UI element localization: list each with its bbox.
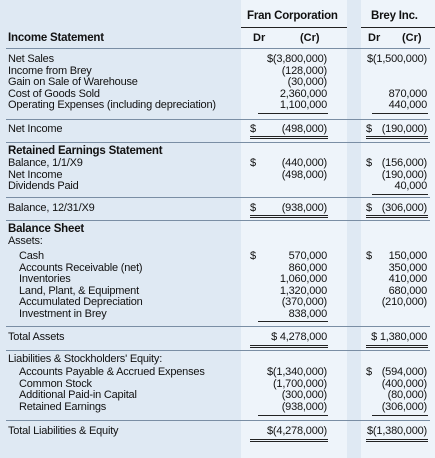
underline <box>372 113 428 114</box>
income-statement-title: Income Statement <box>8 32 104 44</box>
separator <box>6 142 430 143</box>
brey-inc-header: Brey Inc. <box>371 10 418 22</box>
fran-value: (498,000) <box>281 168 327 181</box>
brey-net-income: (190,000) <box>381 123 427 135</box>
fran-dr-label: Dr <box>253 32 266 44</box>
fran-value: (370,000) <box>281 296 327 308</box>
assets-label: Assets: <box>8 235 43 247</box>
dollar-sign: $ <box>250 157 257 169</box>
fran-net-income: (498,000) <box>281 123 327 135</box>
row-label: Cost of Goods Sold <box>8 87 100 100</box>
dollar-sign: $ <box>366 202 373 214</box>
brey-total-assets: $ 1,380,000 <box>371 331 427 343</box>
row-label: Additional Paid-in Capital <box>19 389 137 401</box>
fran-value: 1,320,000 <box>279 284 327 297</box>
fran-corporation-header: Fran Corporation <box>247 10 338 22</box>
row-label: Accumulated Depreciation <box>19 296 143 308</box>
brey-value: (210,000) <box>381 296 427 308</box>
brey-value: $(1,500,000) <box>367 53 427 65</box>
double-underline <box>366 345 428 348</box>
fran-value: 2,360,000 <box>279 87 327 100</box>
fran-value: (128,000) <box>281 64 327 77</box>
brey-value: (306,000) <box>381 400 427 413</box>
separator <box>6 350 430 351</box>
separator <box>6 48 430 49</box>
dollar-sign: $ <box>250 202 257 214</box>
underline <box>372 194 428 195</box>
fran-value: 838,000 <box>288 307 327 320</box>
double-underline <box>250 215 328 218</box>
row-label: Dividends Paid <box>8 180 79 192</box>
fran-value: $(1,340,000) <box>267 366 327 378</box>
row-label: Accounts Payable & Accrued Expenses <box>19 366 205 378</box>
brey-balance-1231: (306,000) <box>381 202 427 214</box>
brey-value: 40,000 <box>394 180 427 192</box>
balance-1231-label: Balance, 12/31/X9 <box>8 202 95 214</box>
dollar-sign: $ <box>250 123 257 135</box>
row-label: Common Stock <box>19 377 92 390</box>
row-label: Investment in Brey <box>19 307 107 320</box>
separator <box>6 420 430 421</box>
dollar-sign: $ <box>366 123 373 135</box>
separator <box>6 220 430 221</box>
dollar-sign: $ <box>366 250 373 262</box>
dollar-sign: $ <box>366 366 373 378</box>
row-label: Accounts Receivable (net) <box>19 261 143 274</box>
double-underline <box>250 345 328 348</box>
row-label: Income from Brey <box>8 64 92 77</box>
separator <box>6 326 430 327</box>
double-underline <box>366 215 428 218</box>
fran-total-liabilities-equity: $(4,278,000) <box>267 425 327 437</box>
fran-value: 1,100,000 <box>279 99 327 111</box>
dollar-sign: $ <box>366 157 373 169</box>
row-label: Gain on Sale of Warehouse <box>8 76 138 88</box>
row-label: Net Sales <box>8 53 54 65</box>
retained-earnings-title: Retained Earnings Statement <box>8 145 163 157</box>
fran-total-assets: $ 4,278,000 <box>271 331 327 343</box>
row-label: Operating Expenses (including depreciation) <box>8 99 216 111</box>
fran-value: 570,000 <box>288 250 327 262</box>
row-label: Land, Plant, & Equipment <box>19 284 139 297</box>
underline <box>258 415 328 416</box>
underline <box>258 113 328 114</box>
underline <box>372 415 428 416</box>
brey-cr-label: (Cr) <box>402 32 422 44</box>
total-liabilities-equity-label: Total Liabilities & Equity <box>8 425 119 437</box>
double-underline <box>366 136 428 139</box>
fran-value: 860,000 <box>288 261 327 274</box>
fran-value: (1,700,000) <box>272 377 327 390</box>
brey-total-liabilities-equity: $(1,380,000) <box>367 425 427 437</box>
fran-value: 1,060,000 <box>279 273 327 285</box>
total-assets-label: Total Assets <box>8 331 65 343</box>
liabilities-equity-label: Liabilities & Stockholders' Equity: <box>8 353 163 365</box>
brey-value: 350,000 <box>388 261 427 274</box>
header-rule-brey <box>361 27 435 28</box>
fran-value: $(3,800,000) <box>267 53 327 65</box>
separator <box>6 119 430 120</box>
fran-value: (300,000) <box>281 389 327 401</box>
brey-value: 870,000 <box>388 87 427 100</box>
row-label: Cash <box>19 250 44 262</box>
dollar-sign: $ <box>250 250 257 262</box>
row-label: Inventories <box>19 273 71 285</box>
brey-value: (80,000) <box>387 389 427 401</box>
brey-value: (594,000) <box>381 366 427 378</box>
fran-balance-1231: (938,000) <box>281 202 327 214</box>
double-underline <box>250 136 328 139</box>
underline <box>258 321 328 322</box>
separator <box>6 197 430 198</box>
brey-value: 440,000 <box>388 99 427 111</box>
fran-cr-label: (Cr) <box>300 32 320 44</box>
brey-dr-label: Dr <box>368 32 381 44</box>
brey-value: 410,000 <box>388 273 427 285</box>
fran-value: (30,000) <box>287 76 327 88</box>
net-income-label: Net Income <box>8 123 63 135</box>
double-underline <box>250 439 328 442</box>
brey-value: (400,000) <box>381 377 427 390</box>
brey-value: 150,000 <box>388 250 427 262</box>
brey-value: (190,000) <box>381 168 427 181</box>
row-label: Net Income <box>8 168 63 181</box>
fran-value: (938,000) <box>281 400 327 413</box>
row-label: Balance, 1/1/X9 <box>8 157 83 169</box>
brey-value: 680,000 <box>388 284 427 297</box>
header-rule-fran <box>241 27 347 28</box>
balance-sheet-title: Balance Sheet <box>8 223 85 235</box>
double-underline <box>366 439 428 442</box>
brey-value: (156,000) <box>381 157 427 169</box>
fran-value: (440,000) <box>281 157 327 169</box>
row-label: Retained Earnings <box>19 400 107 413</box>
